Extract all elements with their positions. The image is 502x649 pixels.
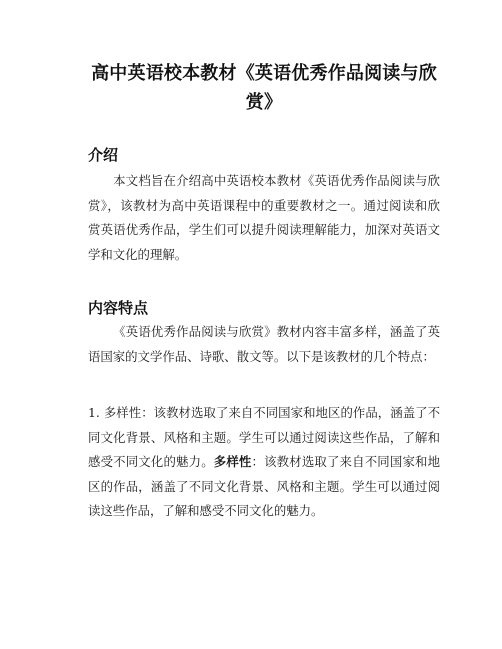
list-item-bold-label: 多样性	[213, 454, 252, 470]
list-item-text-first: 多样性：该教材选取了来自不同国家和地区的作品，涵盖了不同文化背景、风格和主题。学生可以通过阅读这些作品，了解和感受不同文化的魅力。	[88, 405, 441, 470]
features-paragraph-text: 《英语优秀作品阅读与欣赏》教材内容丰富多样，涵盖了英语国家的文学作品、诗歌、散文等。以下是该教材的几个特点：	[88, 324, 440, 364]
features-paragraph	[88, 320, 440, 369]
list-item-text-second: ：该教材选取了来自不同国家和地区的作品，涵盖了不同文化背景、风格和主题。学生可以通过阅读这些作品，了解和感受不同文化的魅力。	[88, 454, 440, 519]
feature-list-item-1	[88, 401, 440, 524]
intro-paragraph	[88, 169, 440, 267]
intro-paragraph-text: 本文档旨在介绍高中英语校本教材《英语优秀作品阅读与欣赏》，该教材为高中英语课程中的重要教材之一。通过阅读和欣赏英语优秀作品，学生们可以提升阅读理解能力，加深对英语文学和文化的理解。	[88, 173, 440, 262]
list-item-number: 1.	[88, 405, 100, 420]
document-title: 高中英语校本教材《英语优秀作品阅读与欣赏》	[91, 63, 437, 113]
section-heading-intro: 介绍	[88, 146, 119, 164]
section-heading-features: 内容特点	[88, 299, 149, 317]
